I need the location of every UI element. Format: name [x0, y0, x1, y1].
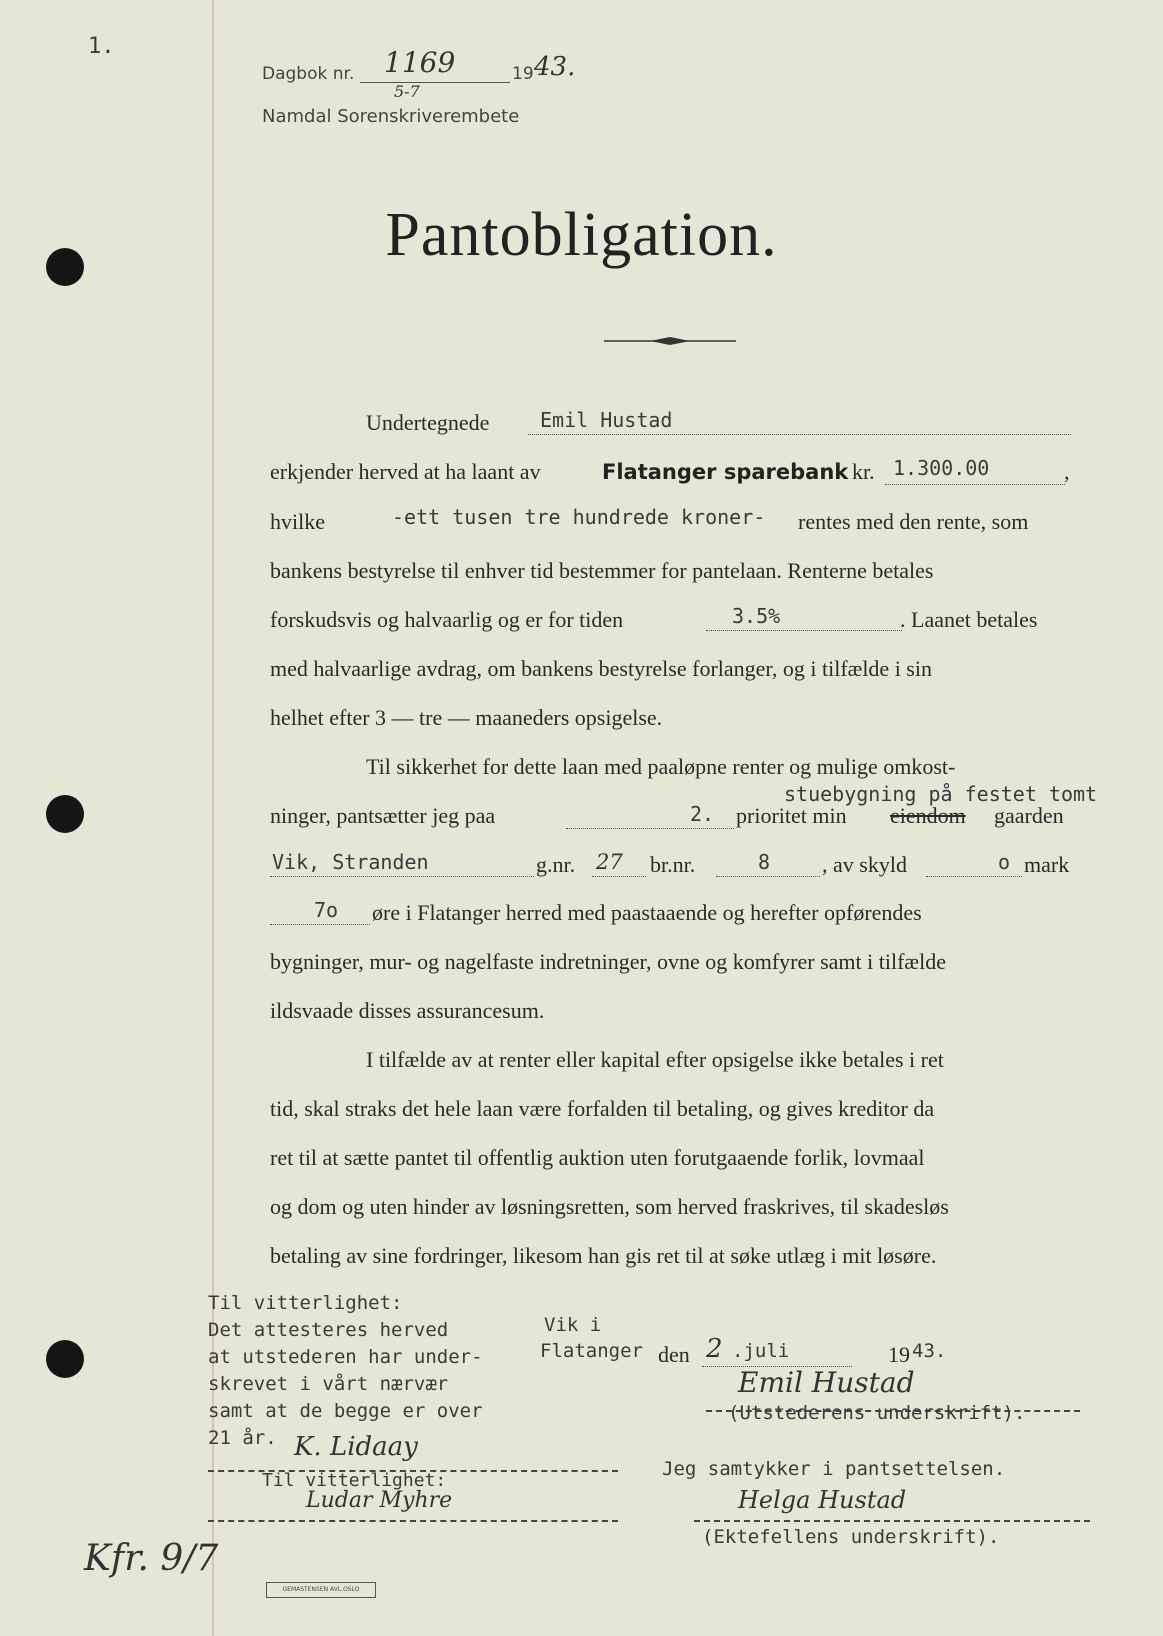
page-number: 1.: [88, 34, 115, 59]
issuer-signature: Emil Hustad: [738, 1366, 915, 1399]
line7: helhet efter 3 — tre — maaneders opsigelse.: [270, 705, 663, 730]
amount-comma: ,: [1064, 459, 1070, 484]
dagbok-number: 1169: [384, 46, 456, 79]
witness-line: Det attesteres herved: [208, 1319, 449, 1341]
amount-field: [885, 456, 1065, 485]
spouse-signature-line: [694, 1520, 1090, 1522]
gnr-value: 27: [596, 850, 623, 874]
skyld-mark-value: o: [998, 850, 1011, 874]
hvilke-label: hvilke: [270, 509, 325, 534]
line8: Til sikkerhet for dette laan med paaløpne renter og mulige omkost-: [366, 754, 956, 779]
priority-field: [566, 802, 734, 829]
spouse-signature: Helga Hustad: [738, 1486, 907, 1514]
skyld-field: [926, 850, 1022, 877]
ore-value: 7o: [314, 898, 339, 922]
skyld-label: , av skyld: [822, 852, 907, 877]
spouse-caption: (Ektefellens underskrift).: [702, 1526, 1000, 1548]
dagbok-underline: [360, 82, 510, 83]
bnr-field: [716, 850, 820, 877]
amount: 1.300.00: [893, 456, 990, 480]
mark-label: mark: [1024, 852, 1070, 877]
date-note: 5-7: [394, 82, 420, 101]
witness-line: skrevet i vårt nærvær: [208, 1373, 449, 1395]
line5-prefix: forskudsvis og halvaarlig og er for tiden: [270, 607, 624, 632]
debtor-name: Emil Hustad: [540, 408, 673, 432]
dagbok-year-prefix: 19: [512, 64, 534, 84]
insert-above: stuebygning på festet tomt: [784, 782, 1098, 806]
kr-label: kr.: [852, 459, 875, 484]
den-label: den: [658, 1342, 690, 1367]
bnr-value: 8: [758, 850, 771, 874]
date-year-suffix: 43.: [912, 1340, 947, 1362]
witness-signature-2: Ludar Myhre: [306, 1488, 453, 1513]
line12: bygninger, mur- og nagelfaste indretninger, ovne og komfyrer samt i tilfælde: [270, 949, 946, 974]
witness-line: 21 år.: [208, 1427, 277, 1449]
gnr-label: g.nr.: [536, 852, 576, 877]
office-name: Namdal Sorenskriverembete: [262, 106, 520, 127]
line9-suffix: gaarden: [994, 803, 1064, 828]
farm-field: [270, 850, 534, 877]
document-title: Pantobligation.: [385, 201, 778, 269]
struck-word: eiendom: [890, 803, 966, 828]
farm-name: Vik, Stranden: [272, 850, 429, 874]
witness-divider: [208, 1520, 618, 1522]
line13: ildsvaade disses assurancesum.: [270, 998, 545, 1023]
witness-line: samt at de begge er over: [208, 1400, 483, 1422]
printer-stamp: GEMASTENSEN AVL.OSLO: [266, 1582, 376, 1598]
amount-words: -ett tusen tre hundrede kroner-: [392, 505, 766, 529]
line5-suffix: . Laanet betales: [900, 607, 1038, 632]
line2-prefix: erkjender herved at ha laant av: [270, 459, 541, 484]
p3-line2: tid, skal straks det hele laan være forfalden til betaling, og gives kreditor da: [270, 1096, 935, 1121]
consent-text: Jeg samtykker i pantsettelsen.: [662, 1458, 1006, 1480]
undertegnede-label: Undertegnede: [366, 410, 490, 435]
issuer-caption: (Utstederens underskrift).: [728, 1402, 1026, 1424]
punch-hole: [46, 1340, 84, 1378]
date-month: .juli: [732, 1340, 790, 1362]
punch-hole: [46, 795, 84, 833]
p3-line3: ret til at sætte pantet til offentlig auktion uten forutgaaende forlik, lovmaal: [270, 1145, 925, 1170]
witness-line: at utstederen har under-: [208, 1346, 483, 1368]
p3-line4: og dom og uten hinder av løsningsretten, som herved fraskrives, til skadesløs: [270, 1194, 949, 1219]
date-field: [702, 1334, 852, 1367]
line9-prefix: ninger, pantsætter jeg paa: [270, 803, 496, 828]
interest-rate: 3.5%: [732, 604, 781, 628]
gnr-field: [592, 850, 646, 877]
debtor-field: [528, 408, 1071, 435]
witness-block: [208, 1290, 483, 1452]
line4: bankens bestyrelse til enhver tid bestemmer for pantelaan. Renterne betales: [270, 558, 934, 583]
interest-field: [706, 604, 902, 631]
bank-name: Flatanger sparebank: [602, 460, 849, 484]
ornament-icon: [604, 336, 736, 346]
line9-mid: prioritet min: [736, 803, 847, 828]
bottom-note: Kfr. 9/7: [84, 1538, 219, 1579]
witness-line: Til vitterlighet:: [208, 1292, 403, 1314]
line11: øre i Flatanger herred med paastaaende og herefter opførendes: [372, 900, 922, 925]
place-line1: Vik i: [544, 1314, 602, 1336]
priority: 2.: [690, 802, 715, 826]
dagbok-year-suffix: 43.: [534, 52, 576, 82]
witness-signature-1: K. Lidaay: [294, 1432, 418, 1462]
place-line2: Flatanger: [540, 1340, 643, 1362]
p3-line1: I tilfælde av at renter eller kapital efter opsigelse ikke betales i ret: [366, 1047, 944, 1072]
line6: med halvaarlige avdrag, om bankens bestyrelse forlanger, og i tilfælde i sin: [270, 656, 932, 681]
date-year-prefix: 19: [888, 1342, 910, 1367]
rentes-text: rentes med den rente, som: [798, 509, 1029, 534]
bnr-label: br.nr.: [650, 852, 696, 877]
dagbok-label: Dagbok nr.: [262, 64, 355, 84]
witness-second-label: Til vitterlighet:: [262, 1470, 447, 1491]
p3-line5: betaling av sine fordringer, likesom han gis ret til at søke utlæg i mit løsøre.: [270, 1243, 937, 1268]
date-day: 2: [706, 1334, 723, 1364]
ore-field: [270, 898, 370, 925]
